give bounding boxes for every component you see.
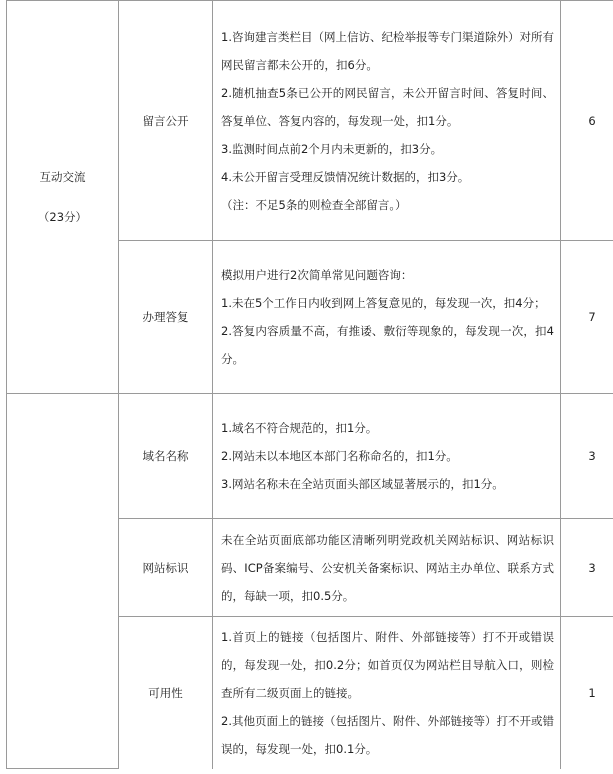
table-row <box>7 394 613 519</box>
description-line: 2.网站未以本地区本部门名称命名的，扣1分。 <box>221 449 458 463</box>
item-description <box>213 519 561 617</box>
item-score: 7 <box>561 241 613 394</box>
item-score: 3 <box>561 394 613 519</box>
description-line: 2.随机抽查5条已公开的网民留言，未公开留言时间、答复时间、答复单位、答复内容的，每发现一处，扣1分。 <box>221 85 554 128</box>
item-name: 办理答复 <box>119 241 213 394</box>
item-description <box>213 241 561 394</box>
description-line: （注：不足5条的则检查全部留言。） <box>221 197 407 212</box>
description-line: 3.网站名称未在全站页面头部区域显著展示的，扣1分。 <box>221 477 504 491</box>
item-score: 1 <box>561 617 613 769</box>
item-score: 3 <box>561 519 613 617</box>
description-line: 2.其他页面上的链接（包括图片、附件、外部链接等）打不开或错误的，每发现一处，扣0.1分。 <box>221 713 554 756</box>
category-score: （23分） <box>37 210 88 224</box>
description-line: 模拟用户进行2次简单常见问题咨询： <box>221 268 413 282</box>
description-line: 2.答复内容质量不高，有推诿、敷衍等现象的，每发现一次，扣4分。 <box>221 324 554 366</box>
item-name: 网站标识 <box>119 519 213 617</box>
category-cell <box>7 1 119 394</box>
description-line: 1.域名不符合规范的，扣1分。 <box>221 421 378 435</box>
description-line: 1.未在5个工作日内收到网上答复意见的，每发现一次，扣4分； <box>221 296 546 310</box>
table-row <box>7 1 613 241</box>
item-description <box>213 394 561 519</box>
description-line: 1.首页上的链接（包括图片、附件、外部链接等）打不开或错误的，每发现一处，扣0.2分；如首页仅为网站栏目导航入口，则检查所有二级页面上的链接。 <box>221 629 554 700</box>
category-name: 互动交流 <box>39 170 86 184</box>
category-cell <box>7 394 119 769</box>
description-line: 3.监测时间点前2个月内未更新的，扣3分。 <box>221 141 443 156</box>
scoring-table <box>6 0 613 769</box>
item-description <box>213 1 561 241</box>
item-description <box>213 617 561 769</box>
item-name: 留言公开 <box>119 1 213 241</box>
item-name: 域名名称 <box>119 394 213 519</box>
description-line: 4.未公开留言受理反馈情况统计数据的，扣3分。 <box>221 169 470 184</box>
item-score: 6 <box>561 1 613 241</box>
description-line: 1.咨询建言类栏目（网上信访、纪检举报等专门渠道除外）对所有网民留言都未公开的，扣6分。 <box>221 29 554 72</box>
description-line: 未在全站页面底部功能区清晰列明党政机关网站标识、网站标识码、ICP备案编号、公安机关备案标识、网站主办单位、联系方式的，每缺一项，扣0.5分。 <box>221 532 554 603</box>
item-name: 可用性 <box>119 617 213 769</box>
